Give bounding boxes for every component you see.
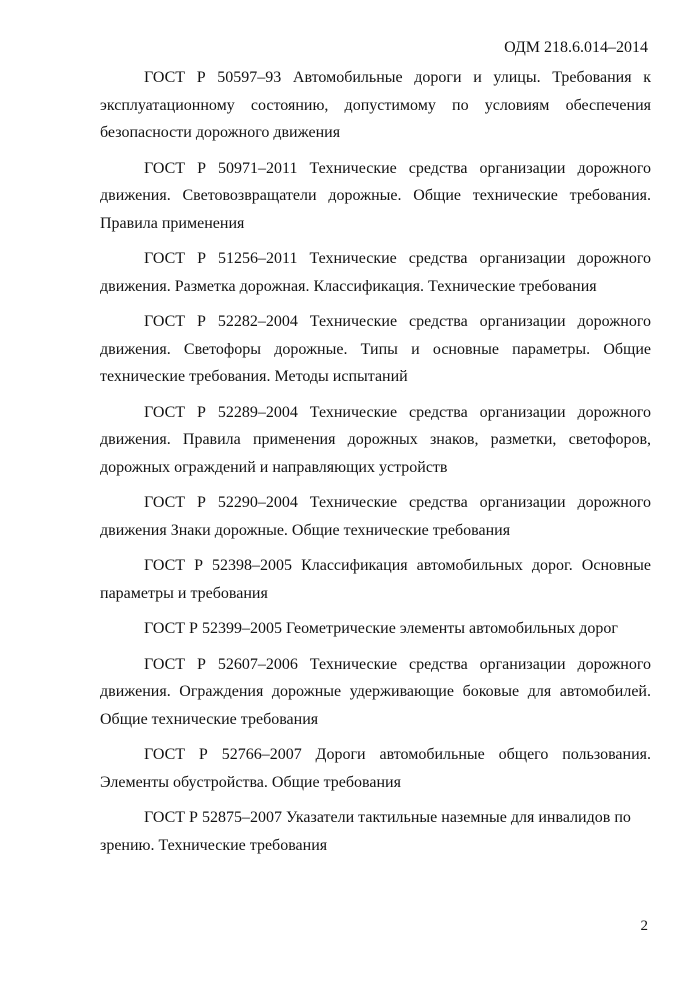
reference-item: ГОСТ Р 50971–2011 Технические средства организации дорожного движения. Световозвращатели дорожные. Общие технические требования. Правила применения xyxy=(100,159,651,232)
reference-item: ГОСТ Р 52766–2007 Дороги автомобильные общего пользования. Элементы обустройства. Общие требования xyxy=(100,746,651,791)
document-code-header: ОДМ 218.6.014–2014 xyxy=(504,39,648,56)
reference-item: ГОСТ Р 52398–2005 Классификация автомобильных дорог. Основные параметры и требования xyxy=(100,557,651,602)
reference-item: ГОСТ Р 52875–2007 Указатели тактильные наземные для инвалидов по зрению. Технические требования xyxy=(100,809,631,854)
reference-item: ГОСТ Р 52289–2004 Технические средства организации дорожного движения. Правила применения дорожных знаков, разметки, светофоров, дорожных ограждений и направляющих устройств xyxy=(100,403,651,476)
reference-item: ГОСТ Р 50597–93 Автомобильные дороги и улицы. Требования к эксплуатационному состоянию, допустимому по условиям обеспечения безопасности дорожного движения xyxy=(100,69,651,141)
reference-item: ГОСТ Р 52290–2004 Технические средства организации дорожного движения Знаки дорожные. Общие технические требования xyxy=(100,494,651,539)
references-list xyxy=(100,64,651,867)
reference-item: ГОСТ Р 52607–2006 Технические средства организации дорожного движения. Ограждения дорожные удерживающие боковые для автомобилей. Общие технические требования xyxy=(100,655,651,728)
page-number: 2 xyxy=(640,918,648,934)
reference-item: ГОСТ Р 51256–2011 Технические средства организации дорожного движения. Разметка дорожная. Классификация. Технические требования xyxy=(100,250,651,295)
reference-item: ГОСТ Р 52282–2004 Технические средства организации дорожного движения. Светофоры дорожные. Типы и основные параметры. Общие технические требования. Методы испытаний xyxy=(100,313,651,385)
reference-item: ГОСТ Р 52399–2005 Геометрические элементы автомобильных дорог xyxy=(144,620,618,637)
